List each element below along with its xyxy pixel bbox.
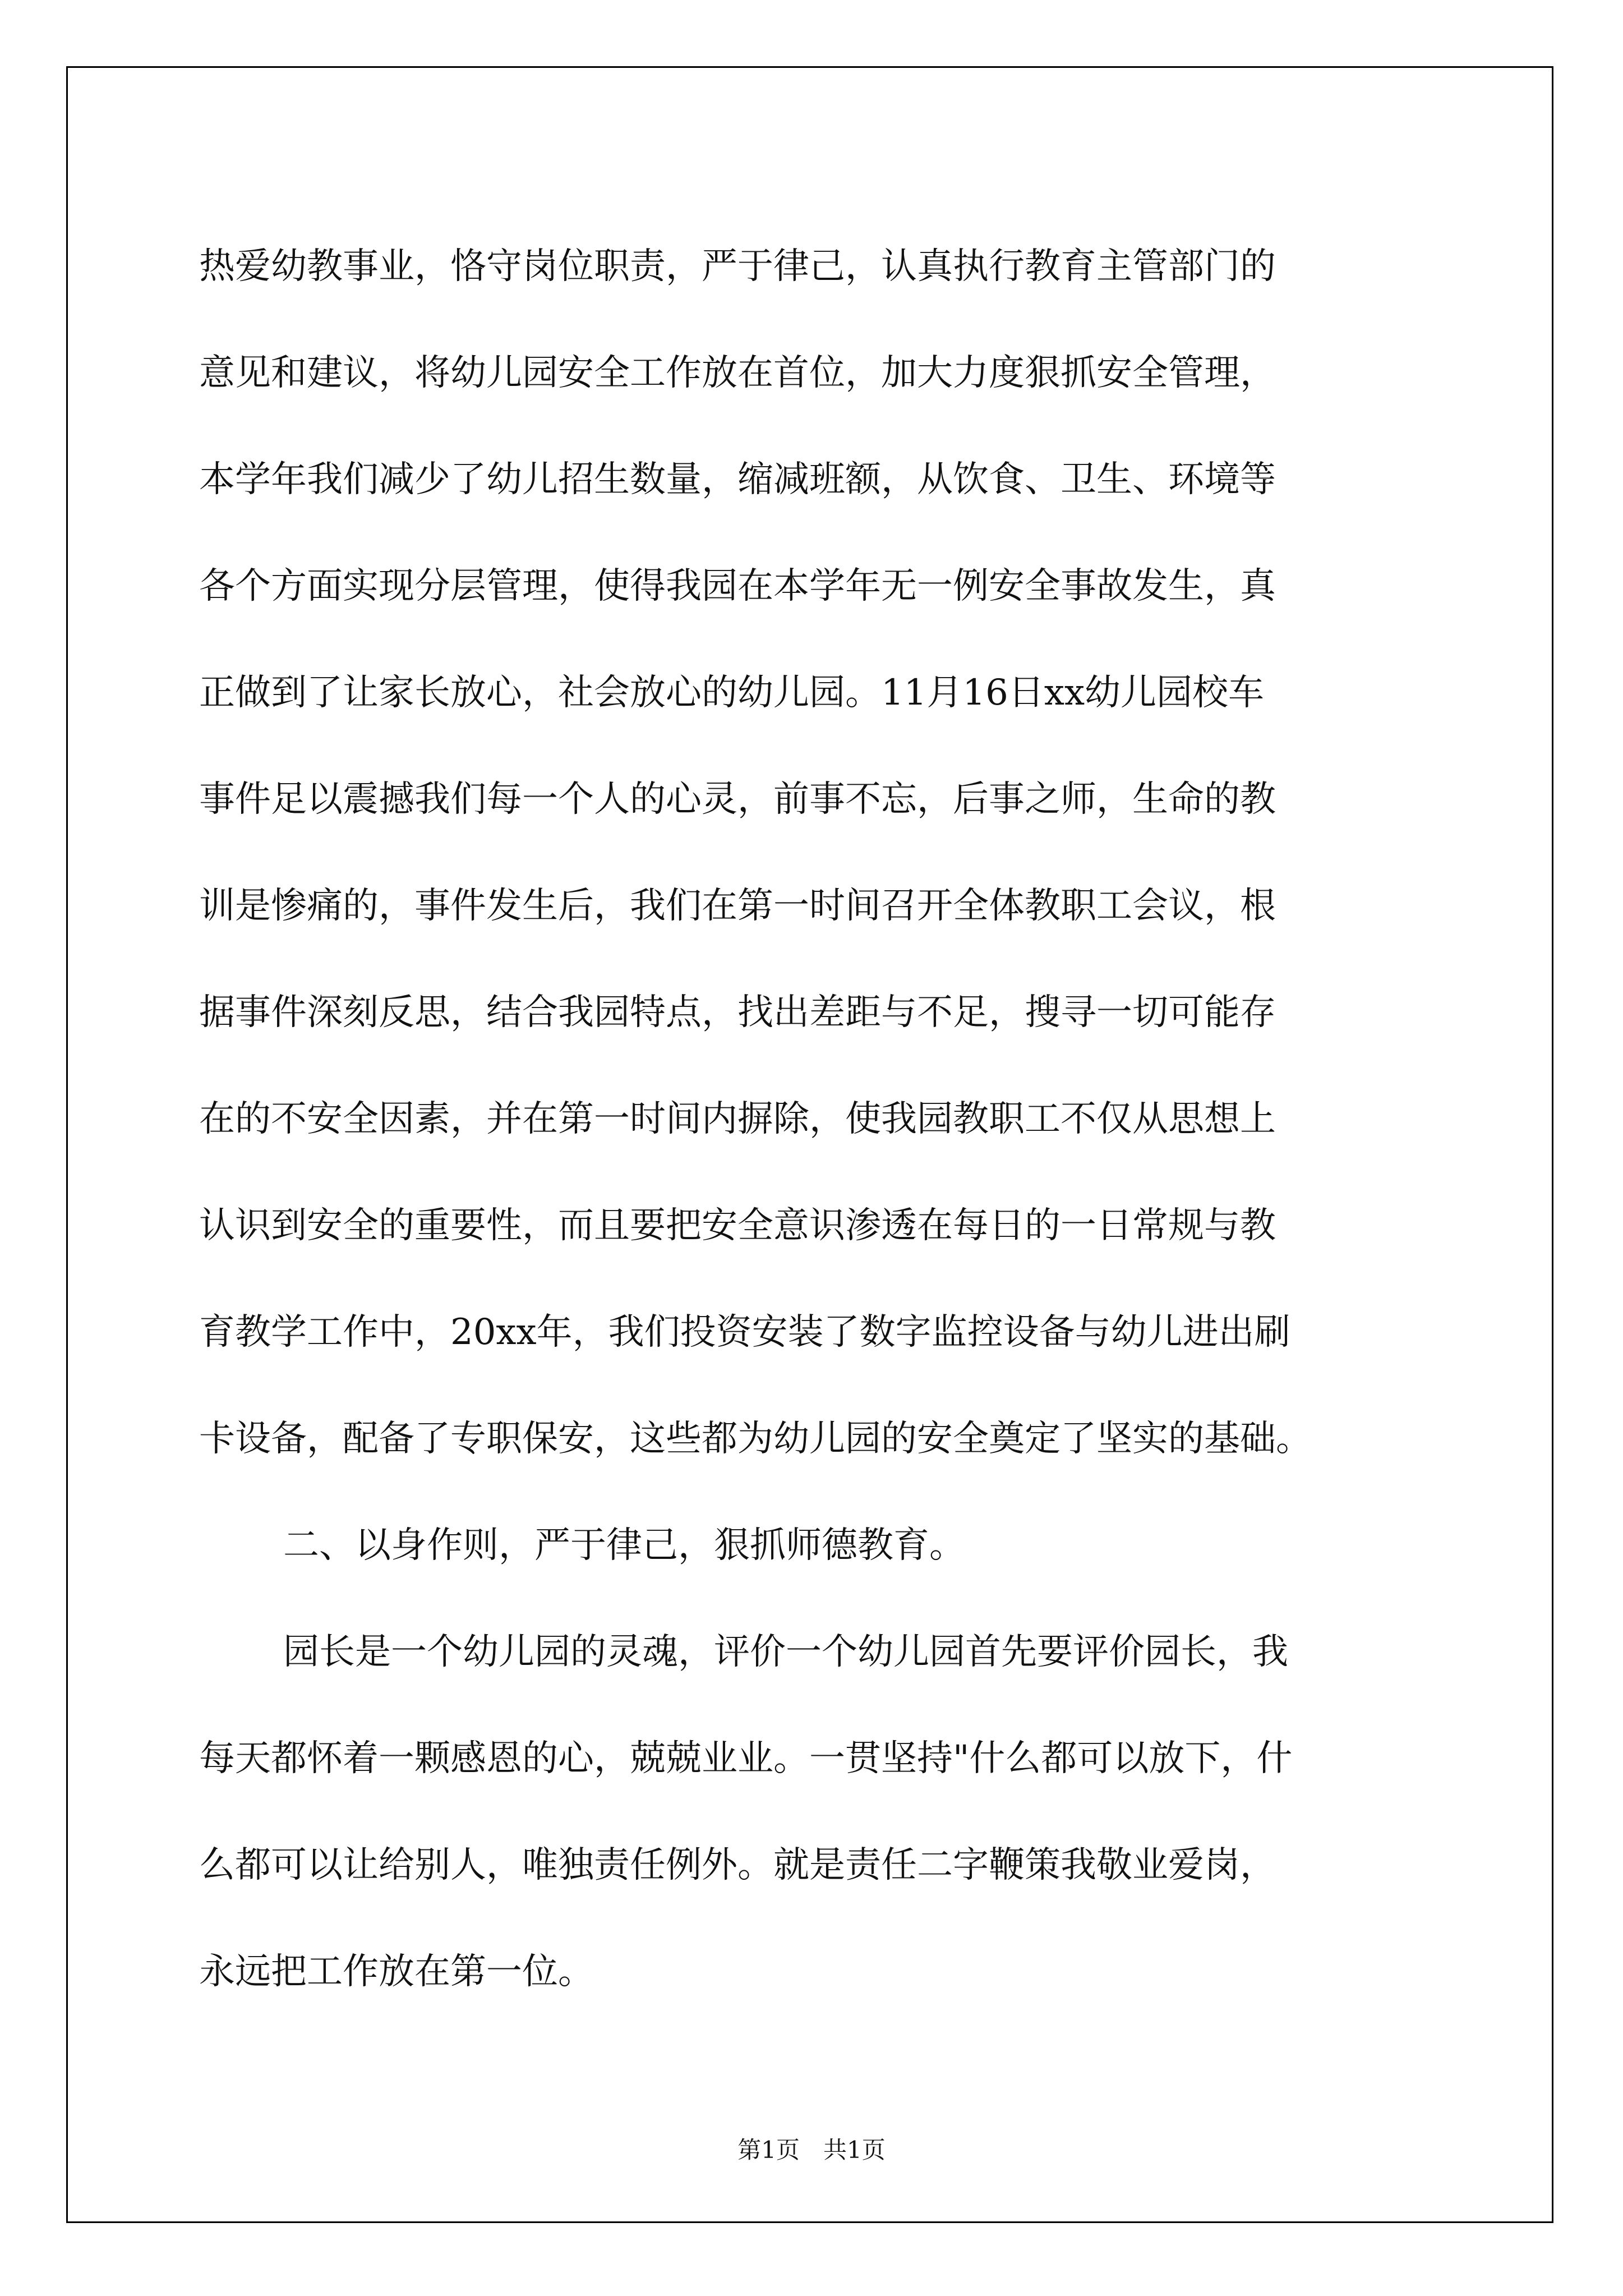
page-number: 第1页 共1页 xyxy=(737,2136,886,2164)
text-line: 各个方面实现分层管理，使得我园在本学年无一例安全事故发生，真 xyxy=(199,565,1276,607)
text-line: 据事件深刻反思，结合我园特点，找出差距与不足，搜寻一切可能存 xyxy=(199,992,1276,1033)
text-line: 园长是一个幼儿园的灵魂，评价一个幼儿园首先要评价园长，我 xyxy=(283,1631,1288,1673)
text-line: 卡设备，配备了专职保安，这些都为幼儿园的安全奠定了坚实的基础。 xyxy=(199,1418,1312,1460)
text-line: 在的不安全因素，并在第一时间内摒除，使我园教职工不仅从思想上 xyxy=(199,1098,1276,1140)
document-body xyxy=(199,213,1433,2025)
text-line: 热爱幼教事业，恪守岗位职责，严于律己，认真执行教育主管部门的 xyxy=(199,246,1276,287)
text-line: 意见和建议，将幼儿园安全工作放在首位，加大力度狠抓安全管理， xyxy=(199,352,1276,394)
text-line: 么都可以让给别人，唯独责任例外。就是责任二字鞭策我敬业爱岗， xyxy=(199,1844,1276,1886)
text-line: 永远把工作放在第一位。 xyxy=(199,1951,594,1993)
section-heading: 二、以身作则，严于律己，狠抓师德教育。 xyxy=(283,1525,965,1566)
text-line: 正做到了让家长放心，社会放心的幼儿园。11月16日xx幼儿园校车 xyxy=(199,672,1265,714)
text-line: 本学年我们减少了幼儿招生数量，缩减班额，从饮食、卫生、环境等 xyxy=(199,459,1276,500)
text-line: 每天都怀着一颗感恩的心，兢兢业业。一贯坚持"什么都可以放下，什 xyxy=(199,1738,1293,1779)
text-line: 训是惨痛的，事件发生后，我们在第一时间召开全体教职工会议，根 xyxy=(199,885,1276,927)
text-line: 育教学工作中，20xx年，我们投资安装了数字监控设备与幼儿进出刷 xyxy=(199,1312,1290,1353)
text-line: 事件足以震撼我们每一个人的心灵，前事不忘，后事之师，生命的教 xyxy=(199,779,1276,820)
text-line: 认识到安全的重要性，而且要把安全意识渗透在每日的一日常规与教 xyxy=(199,1205,1276,1246)
